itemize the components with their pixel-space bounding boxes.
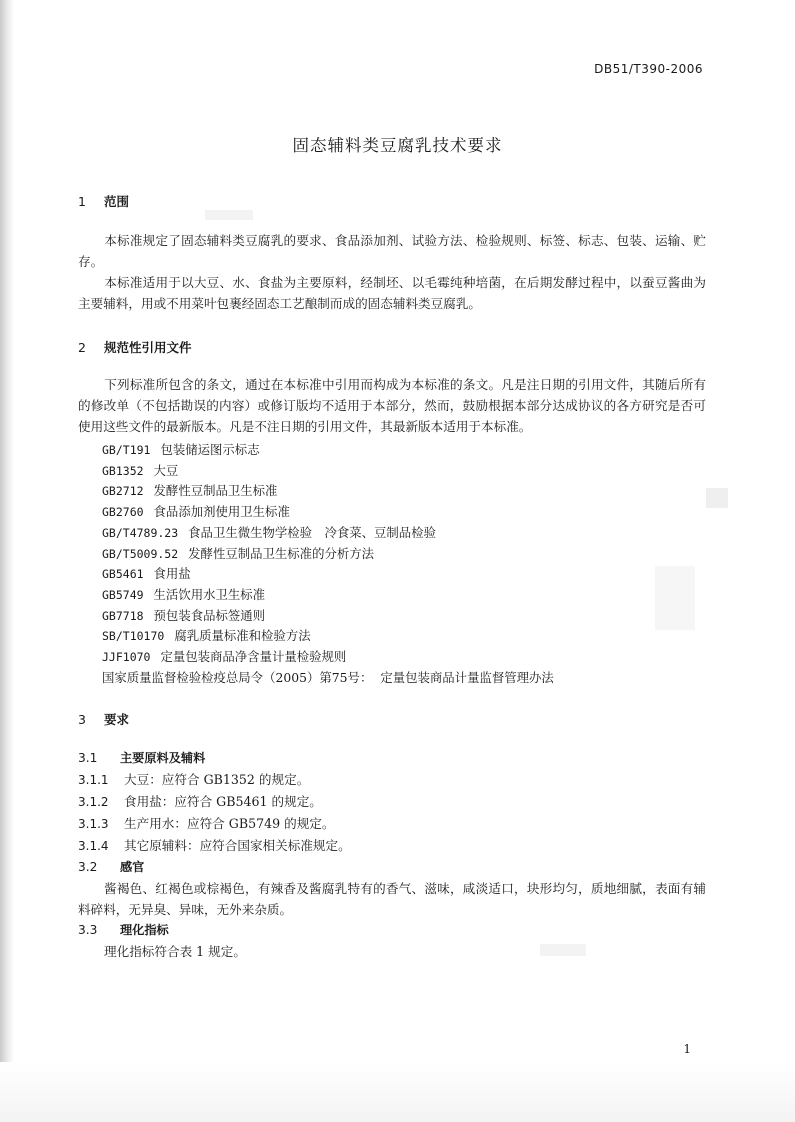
requirement-item: 3.1.3 生产用水：应符合 GB5749 的规定。 bbox=[78, 816, 335, 831]
subsection-heading: 3.1 主要原料及辅料 bbox=[78, 751, 206, 765]
section-heading-requirements bbox=[78, 710, 129, 728]
scan-shadow-bottom bbox=[0, 1062, 795, 1122]
standard-code: DB51/T390-2006 bbox=[594, 62, 703, 76]
reference-item: GB/T4789.23 食品卫生微生物学检验 冷食菜、豆制品检验 bbox=[102, 524, 436, 540]
scan-smudge bbox=[706, 488, 728, 508]
reference-item: GB2712 发酵性豆制品卫生标准 bbox=[102, 483, 278, 499]
physicochemical-text: 理化指标符合表 1 规定。 bbox=[104, 944, 246, 959]
section-heading-scope bbox=[78, 192, 129, 210]
sensory-text: 酱褐色、红褐色或棕褐色，有辣香及酱腐乳特有的香气、滋味，咸淡适口，块形均匀，质地细腻，表面有辅料碎料，无异臭、异味，无外来杂质。 bbox=[78, 881, 706, 917]
reference-item: GB5461 食用盐 bbox=[102, 566, 191, 582]
reference-item: SB/T10170 腐乳质量标准和检验方法 bbox=[102, 628, 311, 644]
page-number: 1 bbox=[683, 1042, 691, 1056]
reference-item: GB/T191 包装储运图示标志 bbox=[102, 442, 260, 457]
section-number: 1 bbox=[78, 194, 86, 209]
requirements-body bbox=[78, 748, 706, 962]
reference-item: GB7718 预包装食品标签通则 bbox=[102, 607, 266, 623]
requirement-item: 3.1.1 大豆：应符合 GB1352 的规定。 bbox=[78, 772, 310, 787]
scope-body bbox=[78, 230, 706, 314]
subsection-heading: 3.2 感官 bbox=[78, 860, 145, 874]
reference-item: GB2760 食品添加剂使用卫生标准 bbox=[102, 504, 290, 520]
paragraph: 本标准规定了固态辅料类豆腐乳的要求、食品添加剂、试验方法、检验规则、标签、标志、包装、运输、贮存。 bbox=[78, 233, 706, 269]
requirement-item: 3.1.4 其它原辅料：应符合国家相关标准规定。 bbox=[78, 838, 351, 853]
references-intro: 下列标准所包含的条文，通过在本标准中引用而构成为本标准的条文。凡是注日期的引用文件，其随后所有的修改单（不包括勘误的内容）或修订版均不适用于本部分，然而，鼓励根据本部分达成协议的各方研究是否可使用这些文件的最新版本。凡是不注日期的引用文件，其最新版本适用于本标准。 bbox=[78, 377, 706, 434]
scan-shadow-left bbox=[0, 0, 14, 1122]
section-number: 2 bbox=[78, 340, 86, 355]
section-title: 要求 bbox=[103, 712, 129, 727]
document-title: 固态辅料类豆腐乳技术要求 bbox=[292, 136, 503, 155]
reference-item: JJF1070 定量包装商品净含量计量检验规则 bbox=[102, 649, 347, 665]
scan-smudge bbox=[655, 566, 695, 630]
section-title: 范围 bbox=[103, 194, 129, 209]
reference-list bbox=[102, 440, 554, 688]
scan-smudge bbox=[205, 210, 253, 220]
reference-item: 国家质量监督检验检疫总局令（2005）第75号： 定量包装商品计量监督管理办法 bbox=[102, 669, 554, 685]
reference-item: GB5749 生活饮用水卫生标准 bbox=[102, 586, 266, 602]
paragraph: 本标准适用于以大豆、水、食盐为主要原料，经制坯、以毛霉纯种培菌，在后期发酵过程中，以蚕豆酱曲为主要辅料，用或不用菜叶包裹经固态工艺酿制而成的固态辅料类豆腐乳。 bbox=[78, 275, 706, 311]
section-title: 规范性引用文件 bbox=[103, 340, 192, 355]
section-heading-references bbox=[78, 338, 192, 356]
reference-item: GB1352 大豆 bbox=[102, 462, 179, 478]
reference-item: GB/T5009.52 发酵性豆制品卫生标准的分析方法 bbox=[102, 545, 375, 561]
requirement-item: 3.1.2 食用盐：应符合 GB5461 的规定。 bbox=[78, 794, 322, 809]
section-number: 3 bbox=[78, 712, 86, 727]
subsection-heading: 3.3 理化指标 bbox=[78, 923, 169, 937]
